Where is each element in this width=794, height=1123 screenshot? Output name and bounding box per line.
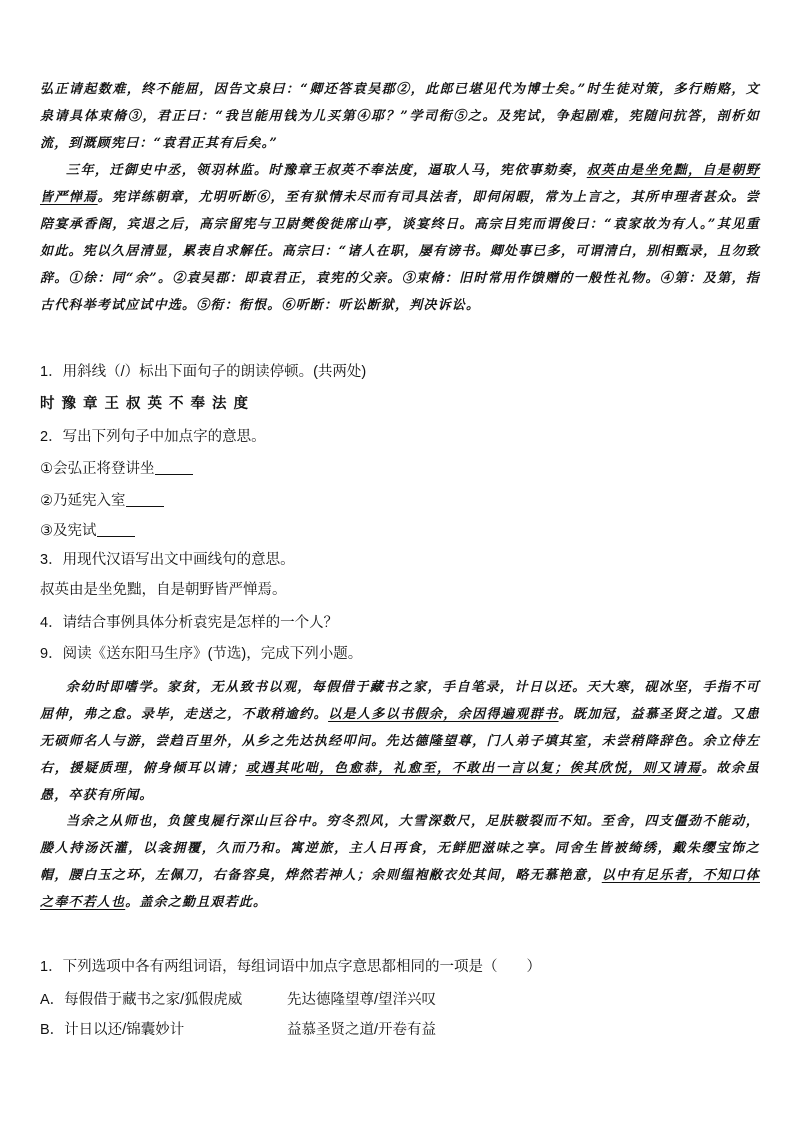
option-a-right: 先达德隆望尊/望洋兴叹 <box>287 992 437 1008</box>
answer-blank[interactable] <box>126 492 164 507</box>
passage2-para1 <box>40 674 760 809</box>
answer-blank[interactable] <box>97 522 135 537</box>
passage2-para2 <box>40 808 760 916</box>
question-3-sentence: 叔英由是坐免黜，自是朝野皆严惮焉。 <box>40 582 287 598</box>
passage2-underlined-sentence-3: 以中有足乐者，不知口体之奉不若人也 <box>40 868 760 910</box>
question-2-label: 2．写出下列句子中加点字的意思。 <box>40 429 266 445</box>
question-4-label: 4．请结合事例具体分析袁宪是怎样的一个人？ <box>40 615 339 631</box>
passage2-para1-text-a: 余幼时即嗜学。家贫，无从致书以观，每假借于藏书之家，手自笔录，计日以还。天大寒，砚冰坚，手指不可屈伸，弗之怠。录毕，走送之，不敢稍逾约。 <box>40 680 760 722</box>
passage2-para1-text-b: 。既加冠，益慕圣贤之道。又患无硕师名人与游，尝趋百里外，从乡之先达执经叩问。先达德隆望尊，门人弟子填其室，未尝稍降辞色。余立侍左右，援疑质理，俯身倾耳以请； <box>40 707 760 776</box>
question-2-item-3 <box>40 521 760 541</box>
option-a-left[interactable]: A．每假借于藏书之家/狐假虎威 <box>40 992 243 1008</box>
passage1-para1-text: 弘正请起数难，终不能屈，因告文泉曰：“卿还答袁吴郡②，此郎已堪见代为博士矣。”时生徒对策，多行贿赂，文泉请具体束脩③，君正曰：“我岂能用钱为儿买第④耶？”学司衔⑤之。及宪试，争起剧难，宪随问抗答，剖析如流，到溉顾宪曰：“袁君正其有后矣。” <box>40 82 760 151</box>
question-9-label: 9．阅读《送东阳马生序》(节选)，完成下列小题。 <box>40 646 363 662</box>
option-b-right: 益慕圣贤之道/开卷有益 <box>287 1022 437 1038</box>
mc-question-label: 1．下列选项中各有两组词语，每组词语中加点字意思都相同的一项是（ ） <box>40 959 542 975</box>
question-2-item-2 <box>40 491 760 511</box>
passage1-underlined-sentence: 叔英由是坐免黜，自是朝野皆严惮焉 <box>40 163 761 205</box>
passage1-para1 <box>40 76 760 157</box>
passage2-underlined-sentence-2: 或遇其叱咄，色愈恭，礼愈至，不敢出一言以复；俟其欣悦，则又请焉 <box>245 761 702 776</box>
passage2-para2-text-b: 。盖余之勤且艰若此。 <box>125 895 268 910</box>
passage1-para2-text-a: 三年，迁御史中丞，领羽林监。时豫章王叔英不奉法度，逼取人马，宪依事劾奏， <box>66 163 587 178</box>
question-2-item-1-text: ①会弘正将登讲坐 <box>40 461 155 477</box>
passage2-para1-text-c: 。故余虽愚，卒获有所闻。 <box>40 761 760 803</box>
passage1-para2-text-b: 。宪详练朝章，尤明听断⑥，至有狱情未尽而有司具法者，即伺闲暇，常为上言之，其所申理者甚众。尝陪宴承香阁，宾退之后，高宗留宪与卫尉樊俊徙席山亭，谈宴终日。高宗目宪而谓俊曰：“袁家故为有人。”其见重如此。宪以久居清显，累表自求解任。高宗曰：“诸人在职，屡有谤书。卿处事已多，可谓清白，别相甄录，且勿致辞。①徐：同“余”。②袁吴郡：即袁君正，袁宪的父亲。③束脩：旧时常用作馈赠的一般性礼物。④第：及第，指古代科举考试应试中选。⑤衔：衔恨。⑥听断：听讼断狱，判决诉讼。 <box>40 190 760 313</box>
passage2-underlined-sentence-1: 以是人多以书假余，余因得遍观群书 <box>328 707 559 722</box>
question-3-label: 3．用现代汉语写出文中画线句的意思。 <box>40 552 295 568</box>
question-2-item-1 <box>40 459 760 479</box>
question-2-item-3-text: ③及宪试 <box>40 523 97 539</box>
passage2-para2-text-a: 当余之从师也，负箧曳屣行深山巨谷中。穷冬烈风，大雪深数尺，足肤皲裂而不知。至舍，四支僵劲不能动，媵人持汤沃灌，以衾拥覆，久而乃和。寓逆旅，主人日再食，无鲜肥滋味之享。同舍生皆被绮绣，戴朱缨宝饰之帽，腰白玉之环，左佩刀，右备容臭，烨然若神人；余则缊袍敝衣处其间，略无慕艳意， <box>40 814 760 883</box>
question-2-item-2-text: ②乃延宪入室 <box>40 493 126 509</box>
question-1-sentence: 时豫章王叔英不奉法度 <box>40 396 255 412</box>
question-1-label: 1．用斜线（/）标出下面句子的朗读停顿。(共两处) <box>40 364 367 380</box>
answer-blank[interactable] <box>155 460 193 475</box>
passage1-para2 <box>40 157 760 319</box>
option-b-left[interactable]: B．计日以还/锦囊妙计 <box>40 1022 185 1038</box>
